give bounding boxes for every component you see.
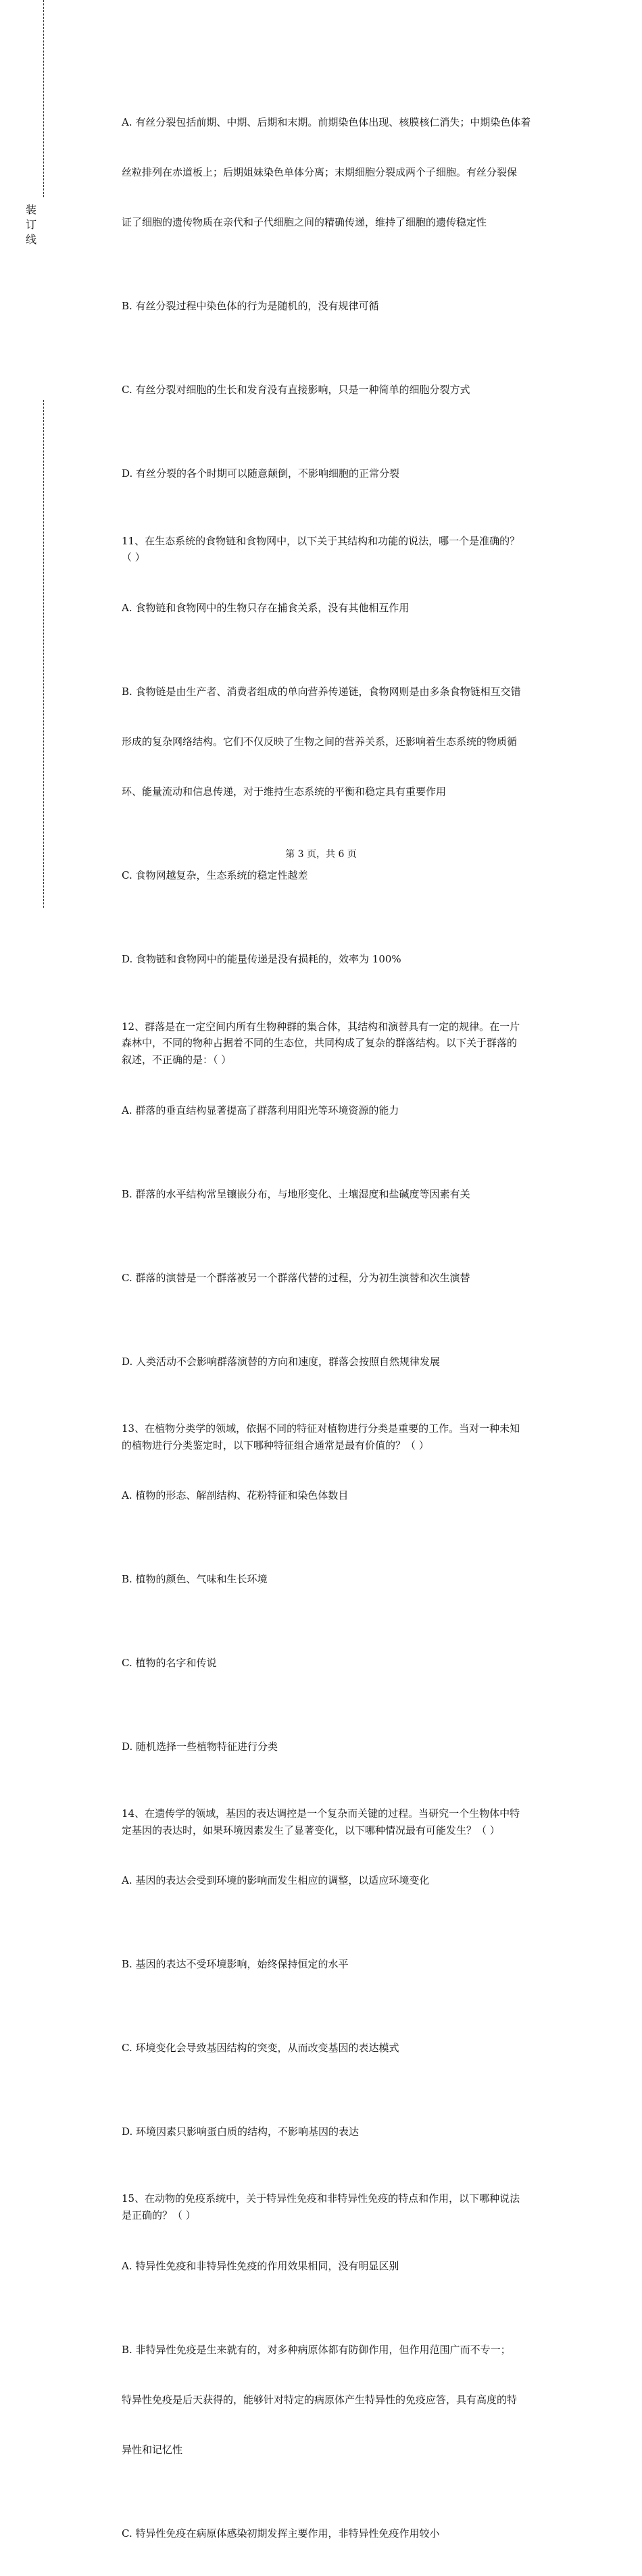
question-stem: 13、在植物分类学的领域，依据不同的特征对植物进行分类是重要的工作。当对一种未知 的植物进行分类鉴定时，以下哪种特征组合通常是最有价值的？（ ） [122,1422,520,1451]
question-option: B. 植物的颜色、气味和生长环境 [122,1572,268,1585]
binding-dashed-line-bottom [43,400,44,908]
question-option: B. 群落的水平结构常呈镶嵌分布，与地形变化、土壤湿度和盐碱度等因素有关 [122,1187,470,1200]
exam-content [122,80,568,2576]
question-option: A. 食物链和食物网中的生物只存在捕食关系，没有其他相互作用 [122,601,410,614]
question-option: D. 食物链和食物网中的能量传递是没有损耗的，效率为 100% [122,953,401,966]
question-13 [122,1420,568,1789]
binding-dashed-line-top [43,0,44,197]
binding-line-label: 装订线 [25,203,36,246]
question-option: C. 特异性免疫在病原体感染初期发挥主要作用，非特异性免疫作用较小 [122,2527,440,2540]
question-11 [122,533,568,1002]
question-10-continued [122,80,568,516]
question-option: C. 群落的演替是一个群落被另一个群落代替的过程，分为初生演替和次生演替 [122,1271,470,1284]
question-option: C. 植物的名字和传说 [122,1656,217,1669]
question-option: C. 食物网越复杂，生态系统的稳定性越差 [122,869,308,882]
question-option: D. 环境因素只影响蛋白质的结构，不影响基因的表达 [122,2126,360,2138]
question-option: C. 环境变化会导致基因结构的突变，从而改变基因的表达模式 [122,2042,399,2055]
question-option: B. 有丝分裂过程中染色体的行为是随机的，没有规律可循 [122,300,379,313]
question-option: C. 有丝分裂对细胞的生长和发育没有直接影响，只是一种简单的细胞分裂方式 [122,384,470,396]
question-option: B. 基因的表达不受环境影响，始终保持恒定的水平 [122,1958,349,1971]
question-option: A. 特异性免疫和非特异性免疫的作用效果相同，没有明显区别 [122,2259,399,2272]
question-option: D. 人类活动不会影响群落演替的方向和速度，群落会按照自然规律发展 [122,1355,441,1368]
question-option: D. 有丝分裂的各个时期可以随意颠倒，不影响细胞的正常分裂 [122,467,400,480]
question-stem: 14、在遗传学的领域，基因的表达调控是一个复杂而关键的过程。当研究一个生物体中特 定基因的表达时，如果环境因素发生了显著变化，以下哪种情况最有可能发生？（ ） [122,1807,520,1836]
question-option: D. 随机选择一些植物特征进行分类 [122,1740,278,1753]
question-15 [122,2190,568,2575]
question-option: A. 群落的垂直结构显著提高了群落利用阳光等环境资源的能力 [122,1104,399,1116]
question-option: A. 有丝分裂包括前期、中期、后期和末期。前期染色体出现、核膜核仁消失；中期染色体着 丝粒排列在赤道板上；后期姐妹染色单体分离；末期细胞分裂成两个子细胞。有丝分裂保 证了细胞的遗传物质在亲代和子代细胞之间的精确传递，维持了细胞的遗传稳定性 [122,115,531,229]
question-option: A. 基因的表达会受到环境的影响而发生相应的调整，以适应环境变化 [122,1874,430,1887]
question-stem: 11、在生态系统的食物链和食物网中，以下关于其结构和功能的说法，哪一个是准确的？ （ ） [122,534,520,564]
question-stem: 12、群落是在一定空间内所有生物种群的集合体，其结构和演替具有一定的规律。在一片 森林中，不同的物种占据着不同的生态位，共同构成了复杂的群落结构。以下关于群落的 叙述，不正确的是：（ ） [122,1020,520,1066]
question-option: A. 植物的形态、解剖结构、花粉特征和染色体数目 [122,1489,349,1501]
question-14 [122,1805,568,2174]
question-12 [122,1019,568,1403]
question-option: B. 食物链是由生产者、消费者组成的单向营养传递链，食物网则是由多条食物链相互交错 形成的复杂网络结构。它们不仅反映了生物之间的营养关系，还影响着生态系统的物质循 环、能量流动和信息传递，对于维持生态系统的平衡和稳定具有重要作用 [122,685,521,798]
question-option: B. 非特异性免疫是生来就有的，对多种病原体都有防御作用，但作用范围广而不专一； 特异性免疫是后天获得的，能够针对特定的病原体产生特异性的免疫应答，具有高度的特 异性和记忆性 [122,2343,518,2456]
question-stem: 15、在动物的免疫系统中，关于特异性免疫和非特异性免疫的特点和作用，以下哪种说法 是正确的？（ ） [122,2192,520,2222]
page-number-footer: 第 3 页，共 6 页 [285,849,357,860]
